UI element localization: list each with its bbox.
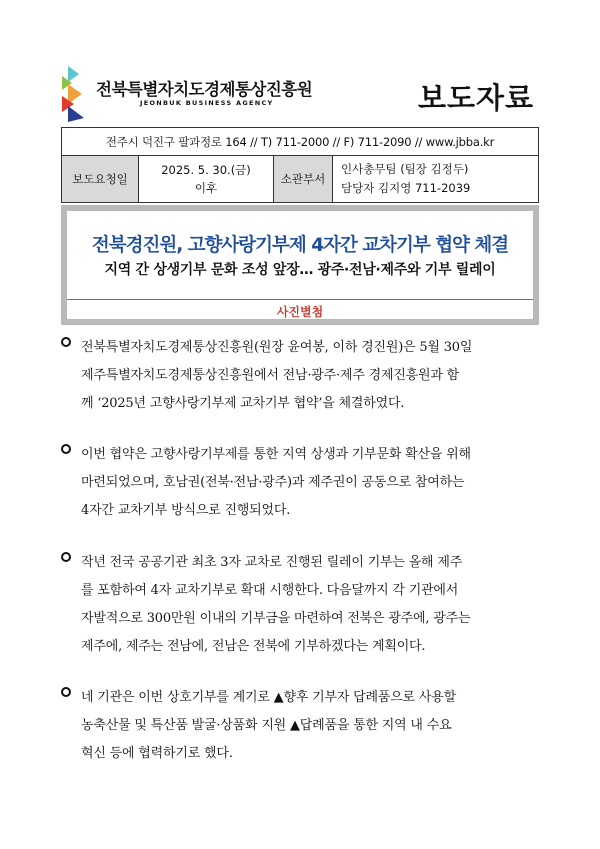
org-name-en: JEONBUK BUSINESS AGENCY xyxy=(140,99,274,107)
department-team: 인사총무팀 (팀장 김정두) xyxy=(341,162,469,176)
paragraph-line: 께 ‘2025년 고향사랑기부제 교차기부 협약’을 체결하였다. xyxy=(81,396,405,411)
body-paragraph-4 xyxy=(61,684,539,768)
request-date-label: 보도요청일 xyxy=(62,156,139,203)
agency-logo xyxy=(62,66,322,126)
body-paragraph-3 xyxy=(61,549,539,661)
press-info-table xyxy=(61,127,539,203)
headline-box xyxy=(61,205,539,325)
paragraph-line: 를 포함하여 4자 교차기부로 확대 시행한다. 다음달까지 각 기관에서 xyxy=(81,583,459,598)
department-label: 소관부서 xyxy=(274,156,333,203)
circle-bullet-icon xyxy=(61,337,71,347)
paragraph-line: 혁신 등에 협력하기로 했다. xyxy=(81,746,233,761)
paragraph-line: 네 기관은 이번 상호기부를 계기로 ▲향후 기부자 답례품으로 사용할 xyxy=(81,690,456,705)
press-release-title: 보도자료 xyxy=(418,81,535,115)
agency-logo-mark-icon xyxy=(62,66,92,122)
paragraph-line: 작년 전국 공공기관 최초 3자 교차로 진행된 릴레이 기부는 올해 제주 xyxy=(81,555,463,570)
request-date: 2025. 5. 30.(금) xyxy=(161,163,251,177)
circle-bullet-icon xyxy=(61,444,71,454)
paragraph-line: 4자간 교차기부 방식으로 진행되었다. xyxy=(81,503,291,518)
paragraph-line: 제주특별자치도경제통상진흥원에서 전남·광주·제주 경제진흥원과 함 xyxy=(81,368,460,383)
body-paragraph-2 xyxy=(61,441,539,525)
org-name-kr: 전북특별자치도경제통상진흥원 xyxy=(96,80,313,99)
headline-divider xyxy=(67,299,533,300)
paragraph-line: 마련되었으며, 호남권(전북·전남·광주)과 제주권이 공동으로 참여하는 xyxy=(81,475,465,490)
headline-title: 전북경진원, 고향사랑기부제 4자간 교차기부 협약 체결 xyxy=(91,235,509,256)
paragraph-line: 이번 협약은 고향사랑기부제를 통한 지역 상생과 기부문화 확산을 위해 xyxy=(81,447,471,462)
request-date-suffix: 이후 xyxy=(194,181,218,195)
paragraph-line: 제주에, 제주는 전남에, 전남은 전북에 기부하겠다는 계획이다. xyxy=(81,639,426,654)
department-contact xyxy=(333,156,539,203)
circle-bullet-icon xyxy=(61,687,71,697)
paragraph-line: 전북특별자치도경제통상진흥원(원장 윤여봉, 이하 경진원)은 5월 30일 xyxy=(81,340,473,355)
circle-bullet-icon xyxy=(61,552,71,562)
paragraph-line: 농축산물 및 특산품 발굴·상품화 지원 ▲답례품을 통한 지역 내 수요 xyxy=(81,718,452,733)
photo-attached-note: 사진별첨 xyxy=(276,305,324,319)
headline-subtitle: 지역 간 상생기부 문화 조성 앞장… 광주·전남·제주와 기부 릴레이 xyxy=(104,262,496,278)
paragraph-line: 자발적으로 300만원 이내의 기부금을 마련하여 전북은 광주에, 광주는 xyxy=(81,611,471,626)
body-paragraph-1 xyxy=(61,334,539,418)
contact-address-line: 전주시 덕진구 팔과정로 164 // T) 711-2000 // F) 711-2090 // www.jbba.kr xyxy=(62,128,539,156)
department-person: 담당자 김지영 711-2039 xyxy=(341,181,471,195)
request-date-value xyxy=(139,156,274,203)
